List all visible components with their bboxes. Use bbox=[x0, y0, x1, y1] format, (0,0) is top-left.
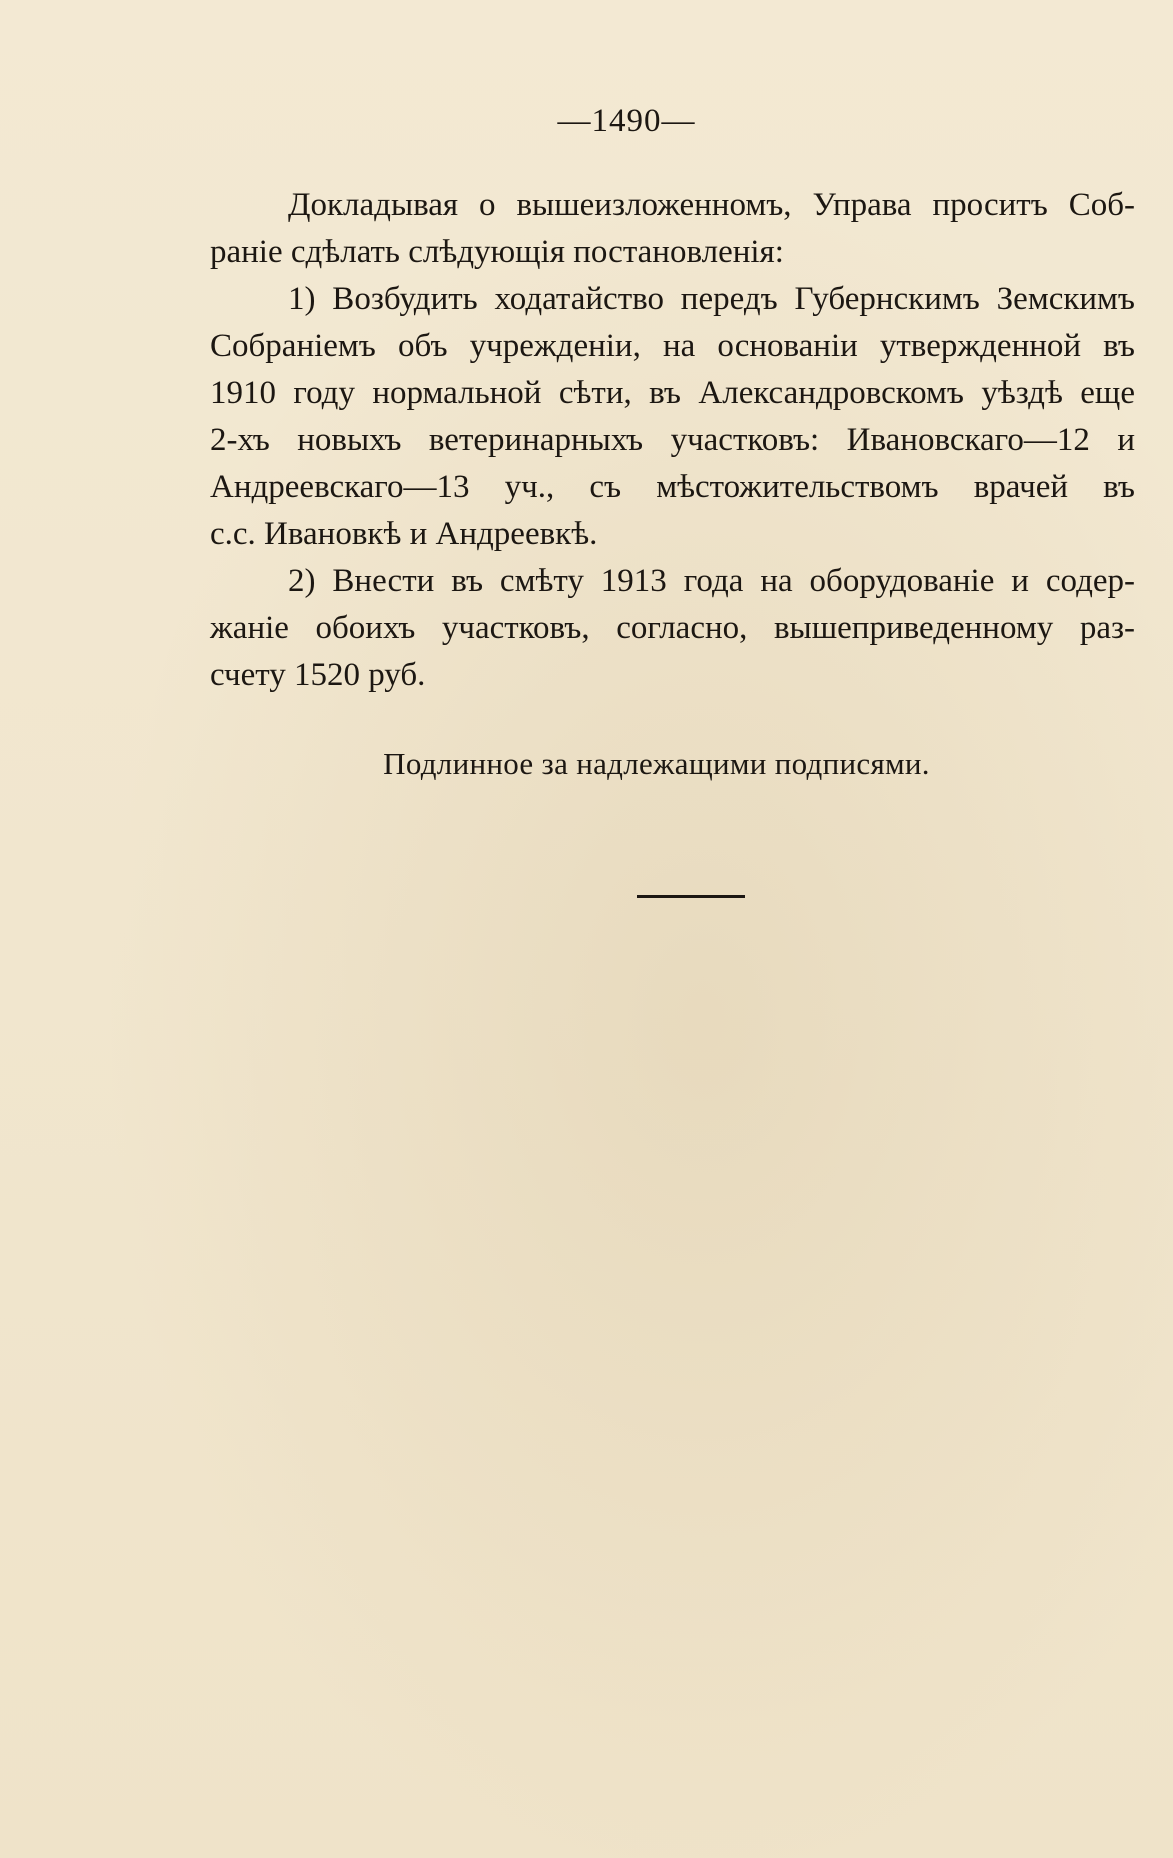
text-line-5: 1910 году нормальной сѣти, въ Александровскомъ уѣздѣ еще bbox=[210, 375, 1135, 411]
text-line-7: Андреевскаго—13 уч., съ мѣстожительствомъ врачей въ bbox=[210, 469, 1135, 505]
signature-note: Подлинное за надлежащими подписями. bbox=[383, 746, 930, 781]
text-line-3: 1) Возбудить ходатайство передъ Губернскимъ Земскимъ bbox=[288, 281, 1135, 317]
body-text bbox=[210, 182, 1135, 699]
text-line-1: Докладывая о вышеизложенномъ, Управа проситъ Соб- bbox=[288, 187, 1135, 223]
text-line-4: Собраніемъ объ учрежденіи, на основаніи утвержденной въ bbox=[210, 328, 1135, 364]
text-line-6: 2-хъ новыхъ ветеринарныхъ участковъ: Ивановскаго—12 и bbox=[210, 422, 1135, 458]
text-line-8: с.с. Ивановкѣ и Андреевкѣ. bbox=[210, 516, 598, 552]
page-number: —1490— bbox=[557, 103, 696, 139]
closing-rule bbox=[637, 895, 745, 898]
text-line-2: раніе сдѣлать слѣдующія постановленія: bbox=[210, 234, 784, 270]
text-line-10: жаніе обоихъ участковъ, согласно, вышеприведенному раз- bbox=[210, 610, 1135, 646]
text-line-11: счету 1520 руб. bbox=[210, 657, 426, 693]
text-line-9: 2) Внести въ смѣту 1913 года на оборудованіе и содер- bbox=[288, 563, 1135, 599]
